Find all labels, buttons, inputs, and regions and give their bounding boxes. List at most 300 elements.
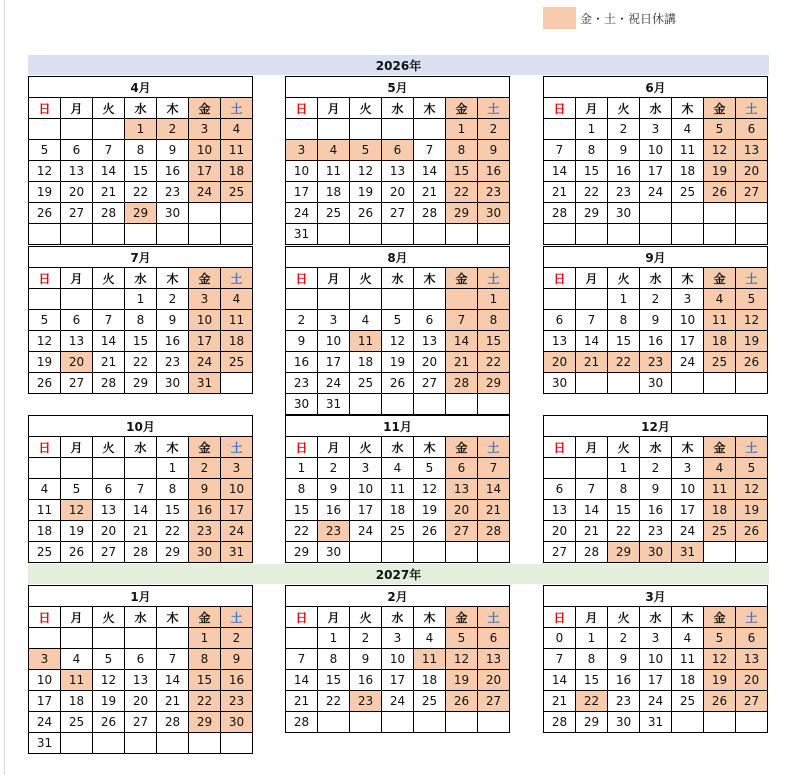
weekday-header: 土	[478, 268, 510, 289]
day-cell: 22	[576, 182, 608, 203]
empty-day-cell	[704, 542, 736, 563]
weekday-header: 月	[576, 98, 608, 119]
month-title: 3月	[543, 585, 768, 606]
day-cell: 9	[640, 479, 672, 500]
month-calendar	[285, 415, 510, 563]
empty-day-cell	[189, 203, 221, 224]
day-cell: 30	[608, 712, 640, 733]
weekday-header: 月	[61, 437, 93, 458]
empty-day-cell	[736, 224, 768, 245]
empty-day-cell	[29, 119, 61, 140]
weekday-header: 月	[318, 268, 350, 289]
day-cell: 7	[125, 479, 157, 500]
weekday-header: 火	[350, 98, 382, 119]
empty-day-cell	[350, 224, 382, 245]
weekday-header: 金	[189, 268, 221, 289]
day-cell: 7	[544, 140, 576, 161]
day-cell: 10	[318, 331, 350, 352]
day-cell: 1	[286, 458, 318, 479]
day-cell: 27	[61, 373, 93, 394]
day-cell: 8	[286, 479, 318, 500]
weekday-header: 水	[382, 98, 414, 119]
day-cell: 25	[414, 691, 446, 712]
weekday-header: 月	[576, 268, 608, 289]
weekday-header: 日	[286, 98, 318, 119]
month-grid	[543, 436, 768, 563]
day-cell: 11	[221, 310, 253, 331]
day-cell: 8	[608, 479, 640, 500]
day-cell: 15	[446, 161, 478, 182]
day-cell: 22	[318, 691, 350, 712]
day-cell: 5	[93, 649, 125, 670]
empty-day-cell	[221, 224, 253, 245]
day-cell: 28	[414, 203, 446, 224]
day-cell: 16	[189, 500, 221, 521]
weekday-header: 金	[704, 607, 736, 628]
empty-day-cell	[93, 458, 125, 479]
day-cell: 16	[608, 161, 640, 182]
weekday-header: 火	[93, 607, 125, 628]
day-cell: 14	[93, 161, 125, 182]
day-cell: 13	[544, 500, 576, 521]
day-cell: 20	[736, 161, 768, 182]
day-cell: 13	[414, 331, 446, 352]
empty-day-cell	[61, 289, 93, 310]
day-cell: 4	[221, 289, 253, 310]
weekday-header: 木	[672, 98, 704, 119]
day-cell: 14	[446, 331, 478, 352]
day-cell: 13	[446, 479, 478, 500]
empty-day-cell	[350, 119, 382, 140]
day-cell: 23	[157, 352, 189, 373]
day-cell: 19	[414, 500, 446, 521]
day-cell: 26	[704, 182, 736, 203]
weekday-header: 月	[61, 607, 93, 628]
weekday-header: 土	[221, 268, 253, 289]
weekday-header: 水	[382, 268, 414, 289]
weekday-header: 土	[736, 607, 768, 628]
day-cell: 23	[157, 182, 189, 203]
day-cell: 12	[93, 670, 125, 691]
day-cell: 26	[414, 521, 446, 542]
day-cell: 1	[125, 289, 157, 310]
day-cell: 20	[544, 352, 576, 373]
day-cell: 19	[29, 352, 61, 373]
empty-day-cell	[157, 628, 189, 649]
weekday-header: 火	[608, 268, 640, 289]
day-cell: 22	[608, 352, 640, 373]
day-cell: 21	[478, 500, 510, 521]
weekday-header: 金	[704, 437, 736, 458]
day-cell: 19	[704, 670, 736, 691]
empty-day-cell	[414, 224, 446, 245]
day-cell: 8	[576, 649, 608, 670]
empty-day-cell	[350, 712, 382, 733]
day-cell: 1	[125, 119, 157, 140]
empty-day-cell	[704, 203, 736, 224]
day-cell: 14	[93, 331, 125, 352]
day-cell: 11	[704, 479, 736, 500]
month-grid	[28, 606, 253, 754]
weekday-header: 水	[125, 268, 157, 289]
weekday-header: 火	[608, 607, 640, 628]
day-cell: 18	[318, 182, 350, 203]
day-cell: 6	[61, 140, 93, 161]
weekday-header: 月	[318, 98, 350, 119]
day-cell: 20	[414, 352, 446, 373]
month-calendar	[543, 415, 768, 563]
day-cell: 20	[61, 352, 93, 373]
day-cell: 25	[672, 182, 704, 203]
day-cell: 30	[221, 712, 253, 733]
weekday-header: 土	[221, 437, 253, 458]
day-cell: 2	[189, 458, 221, 479]
empty-day-cell	[736, 203, 768, 224]
empty-day-cell	[640, 203, 672, 224]
day-cell: 14	[478, 479, 510, 500]
weekday-header: 土	[736, 98, 768, 119]
month-calendar	[543, 246, 768, 394]
day-cell: 29	[576, 203, 608, 224]
weekday-header: 水	[640, 98, 672, 119]
day-cell: 23	[221, 691, 253, 712]
day-cell: 7	[286, 649, 318, 670]
day-cell: 19	[382, 352, 414, 373]
day-cell: 11	[318, 161, 350, 182]
day-cell: 5	[61, 479, 93, 500]
day-cell: 1	[157, 458, 189, 479]
day-cell: 30	[640, 542, 672, 563]
day-cell: 20	[61, 182, 93, 203]
day-cell: 6	[736, 628, 768, 649]
day-cell: 27	[544, 542, 576, 563]
weekday-header: 日	[544, 268, 576, 289]
empty-day-cell	[576, 373, 608, 394]
day-cell: 2	[640, 289, 672, 310]
empty-day-cell	[446, 712, 478, 733]
empty-day-cell	[736, 542, 768, 563]
day-cell: 6	[478, 628, 510, 649]
day-cell: 6	[382, 140, 414, 161]
day-cell: 1	[576, 628, 608, 649]
weekday-header: 土	[221, 98, 253, 119]
day-cell: 20	[125, 691, 157, 712]
day-cell: 3	[640, 628, 672, 649]
day-cell: 18	[704, 331, 736, 352]
day-cell: 24	[189, 182, 221, 203]
empty-day-cell	[544, 224, 576, 245]
day-cell: 3	[286, 140, 318, 161]
day-cell: 17	[672, 500, 704, 521]
day-cell: 16	[350, 670, 382, 691]
month-grid	[543, 606, 768, 733]
empty-day-cell	[608, 224, 640, 245]
day-cell: 13	[61, 161, 93, 182]
day-cell: 29	[576, 712, 608, 733]
day-cell: 25	[221, 182, 253, 203]
day-cell: 10	[640, 140, 672, 161]
day-cell: 4	[414, 628, 446, 649]
day-cell: 18	[61, 691, 93, 712]
day-cell: 9	[608, 649, 640, 670]
month-grid	[543, 97, 768, 245]
day-cell: 31	[286, 224, 318, 245]
day-cell: 9	[189, 479, 221, 500]
day-cell: 17	[286, 182, 318, 203]
empty-day-cell	[157, 224, 189, 245]
day-cell: 18	[704, 500, 736, 521]
empty-day-cell	[125, 224, 157, 245]
day-cell: 15	[157, 500, 189, 521]
day-cell: 5	[414, 458, 446, 479]
day-cell: 17	[382, 670, 414, 691]
day-cell: 10	[189, 140, 221, 161]
weekday-header: 金	[189, 98, 221, 119]
day-cell: 29	[478, 373, 510, 394]
day-cell: 7	[414, 140, 446, 161]
day-cell: 3	[350, 458, 382, 479]
day-cell: 15	[125, 161, 157, 182]
day-cell: 21	[446, 352, 478, 373]
day-cell: 18	[221, 161, 253, 182]
day-cell: 17	[318, 352, 350, 373]
day-cell: 28	[125, 542, 157, 563]
weekday-header: 日	[286, 607, 318, 628]
weekday-header: 日	[29, 268, 61, 289]
weekday-header: 月	[576, 607, 608, 628]
weekday-header: 金	[704, 98, 736, 119]
month-calendar	[543, 76, 768, 245]
day-cell: 13	[61, 331, 93, 352]
day-cell: 18	[414, 670, 446, 691]
day-cell: 8	[446, 140, 478, 161]
day-cell: 13	[382, 161, 414, 182]
day-cell: 9	[157, 310, 189, 331]
day-cell: 16	[157, 161, 189, 182]
day-cell: 4	[318, 140, 350, 161]
month-title: 9月	[543, 246, 768, 267]
day-cell: 7	[446, 310, 478, 331]
day-cell: 11	[414, 649, 446, 670]
day-cell: 11	[382, 479, 414, 500]
empty-day-cell	[286, 289, 318, 310]
day-cell: 16	[640, 500, 672, 521]
day-cell: 28	[544, 203, 576, 224]
day-cell: 25	[61, 712, 93, 733]
day-cell: 14	[286, 670, 318, 691]
day-cell: 6	[61, 310, 93, 331]
weekday-header: 火	[350, 437, 382, 458]
day-cell: 3	[189, 119, 221, 140]
day-cell: 8	[125, 140, 157, 161]
day-cell: 10	[382, 649, 414, 670]
day-cell: 23	[640, 352, 672, 373]
empty-day-cell	[544, 458, 576, 479]
day-cell: 29	[125, 373, 157, 394]
empty-day-cell	[125, 458, 157, 479]
day-cell: 3	[189, 289, 221, 310]
day-cell: 13	[736, 140, 768, 161]
day-cell: 1	[478, 289, 510, 310]
day-cell: 2	[640, 458, 672, 479]
day-cell: 18	[350, 352, 382, 373]
day-cell: 26	[350, 203, 382, 224]
day-cell: 9	[318, 479, 350, 500]
weekday-header: 金	[446, 98, 478, 119]
day-cell: 26	[704, 691, 736, 712]
day-cell: 4	[704, 289, 736, 310]
day-cell: 4	[221, 119, 253, 140]
day-cell: 9	[157, 140, 189, 161]
empty-day-cell	[221, 733, 253, 754]
empty-day-cell	[704, 373, 736, 394]
day-cell: 6	[93, 479, 125, 500]
day-cell: 28	[286, 712, 318, 733]
day-cell: 12	[736, 310, 768, 331]
empty-day-cell	[382, 119, 414, 140]
day-cell: 14	[125, 500, 157, 521]
weekday-header: 月	[318, 607, 350, 628]
day-cell: 21	[93, 352, 125, 373]
month-grid	[28, 97, 253, 245]
day-cell: 30	[189, 542, 221, 563]
day-cell: 22	[478, 352, 510, 373]
weekday-header: 月	[576, 437, 608, 458]
day-cell: 15	[576, 161, 608, 182]
day-cell: 20	[736, 670, 768, 691]
empty-day-cell	[382, 289, 414, 310]
day-cell: 11	[704, 310, 736, 331]
empty-day-cell	[29, 289, 61, 310]
day-cell: 31	[189, 373, 221, 394]
day-cell: 27	[125, 712, 157, 733]
weekday-header: 土	[221, 607, 253, 628]
day-cell: 27	[446, 521, 478, 542]
day-cell: 3	[672, 289, 704, 310]
weekday-header: 水	[125, 607, 157, 628]
empty-day-cell	[672, 373, 704, 394]
day-cell: 11	[29, 500, 61, 521]
empty-day-cell	[382, 224, 414, 245]
day-cell: 3	[640, 119, 672, 140]
day-cell: 6	[544, 479, 576, 500]
empty-day-cell	[446, 542, 478, 563]
empty-day-cell	[61, 733, 93, 754]
day-cell: 23	[608, 691, 640, 712]
month-title: 7月	[28, 246, 253, 267]
empty-day-cell	[93, 733, 125, 754]
day-cell: 8	[125, 310, 157, 331]
weekday-header: 火	[93, 98, 125, 119]
month-title: 10月	[28, 415, 253, 436]
empty-day-cell	[93, 289, 125, 310]
day-cell: 5	[446, 628, 478, 649]
day-cell: 25	[704, 352, 736, 373]
day-cell: 13	[736, 649, 768, 670]
empty-day-cell	[221, 203, 253, 224]
day-cell: 5	[704, 119, 736, 140]
day-cell: 24	[672, 352, 704, 373]
weekday-header: 木	[672, 437, 704, 458]
day-cell: 12	[350, 161, 382, 182]
day-cell: 26	[29, 373, 61, 394]
weekday-header: 日	[544, 98, 576, 119]
empty-day-cell	[318, 224, 350, 245]
weekday-header: 日	[29, 607, 61, 628]
day-cell: 31	[640, 712, 672, 733]
day-cell: 23	[350, 691, 382, 712]
day-cell: 5	[382, 310, 414, 331]
empty-day-cell	[446, 289, 478, 310]
weekday-header: 金	[446, 607, 478, 628]
day-cell: 22	[189, 691, 221, 712]
weekday-header: 金	[446, 268, 478, 289]
day-cell: 28	[157, 712, 189, 733]
day-cell: 22	[576, 691, 608, 712]
empty-day-cell	[93, 628, 125, 649]
day-cell: 1	[189, 628, 221, 649]
empty-day-cell	[672, 224, 704, 245]
day-cell: 16	[608, 670, 640, 691]
day-cell: 28	[478, 521, 510, 542]
weekday-header: 日	[286, 437, 318, 458]
day-cell: 8	[608, 310, 640, 331]
day-cell: 19	[704, 161, 736, 182]
day-cell: 8	[189, 649, 221, 670]
day-cell: 21	[125, 521, 157, 542]
weekday-header: 木	[672, 607, 704, 628]
day-cell: 7	[93, 310, 125, 331]
day-cell: 8	[318, 649, 350, 670]
day-cell: 31	[318, 394, 350, 415]
empty-day-cell	[478, 712, 510, 733]
month-calendar	[28, 585, 253, 754]
day-cell: 26	[61, 542, 93, 563]
day-cell: 18	[29, 521, 61, 542]
day-cell: 10	[640, 649, 672, 670]
day-cell: 21	[544, 691, 576, 712]
month-calendar	[28, 246, 253, 394]
weekday-header: 金	[189, 607, 221, 628]
month-title: 6月	[543, 76, 768, 97]
day-cell: 13	[544, 331, 576, 352]
day-cell: 23	[286, 373, 318, 394]
day-cell: 21	[414, 182, 446, 203]
day-cell: 1	[608, 289, 640, 310]
month-calendar	[28, 76, 253, 245]
day-cell: 11	[672, 649, 704, 670]
day-cell: 20	[478, 670, 510, 691]
weekday-header: 木	[414, 437, 446, 458]
day-cell: 10	[286, 161, 318, 182]
weekday-header: 木	[157, 98, 189, 119]
day-cell: 22	[446, 182, 478, 203]
day-cell: 1	[318, 628, 350, 649]
day-cell: 3	[318, 310, 350, 331]
day-cell: 24	[640, 182, 672, 203]
day-cell: 19	[93, 691, 125, 712]
weekday-header: 金	[704, 268, 736, 289]
day-cell: 18	[672, 161, 704, 182]
day-cell: 5	[29, 140, 61, 161]
day-cell: 14	[544, 161, 576, 182]
day-cell: 12	[704, 649, 736, 670]
day-cell: 19	[61, 521, 93, 542]
empty-day-cell	[736, 373, 768, 394]
day-cell: 19	[350, 182, 382, 203]
day-cell: 2	[608, 119, 640, 140]
day-cell: 17	[189, 331, 221, 352]
